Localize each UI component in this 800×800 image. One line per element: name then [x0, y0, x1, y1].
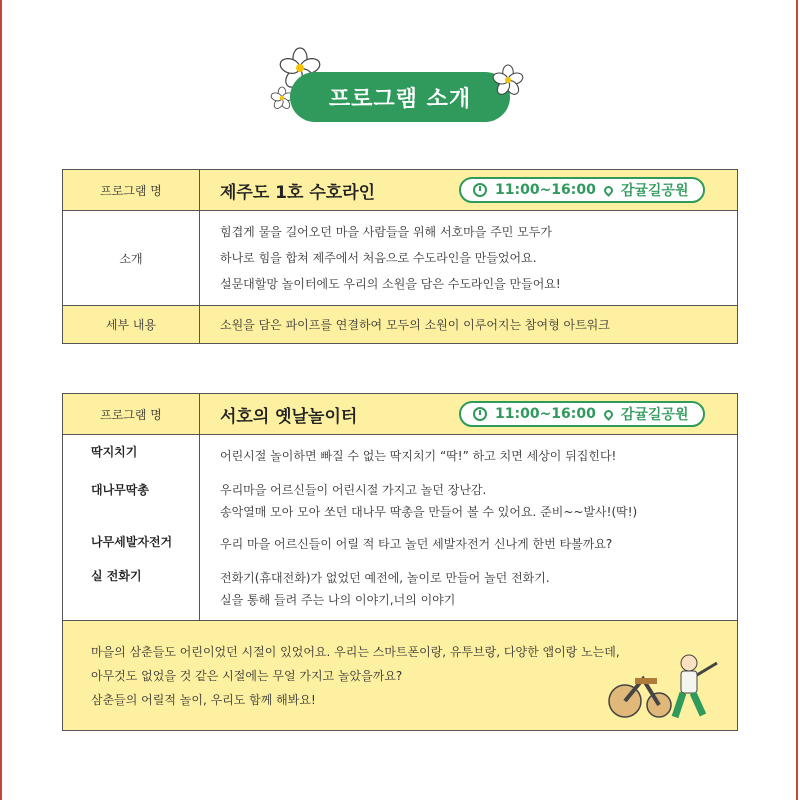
program2-name: 서호의 옛날놀이터: [220, 406, 358, 427]
child-wooden-bike-illustration: [597, 651, 727, 727]
game-name: 실 전화기: [91, 569, 142, 583]
program1-name-label: 프로그램 명: [63, 170, 200, 211]
program2-descriptions-cell: [200, 435, 738, 621]
program1-intro-cell: [200, 211, 738, 306]
program2-closing-cell: [63, 621, 738, 731]
program1-time: 11:00~16:00: [495, 182, 596, 198]
game-description: 송악열매 모아 모아 쏘던 대나무 딱총을 만들어 볼 수 있어요. 준비~~발사!(딱!): [220, 505, 638, 519]
program2-table: [62, 393, 738, 731]
game-name: 나무세발자전거: [91, 535, 173, 549]
program2-name-row: [200, 394, 738, 435]
program1-detail: 소원을 담은 파이프를 연결하여 모두의 소원이 이루어지는 참여형 아트워크: [220, 318, 610, 332]
game-description: 어린시절 놀이하면 빠질 수 없는 딱지치기 “딱!” 하고 치면 세상이 뒤집힌다!: [220, 449, 617, 463]
program1-intro-line: 하나로 힘을 합쳐 제주에서 처음으로 수도라인을 만들었어요.: [220, 251, 537, 265]
clock-icon: [473, 183, 487, 197]
frame-line-left: [0, 0, 2, 800]
program1-intro-line: 힘겹게 물을 길어오던 마을 사람들을 위해 서호마을 주민 모두가: [220, 225, 552, 239]
program1-intro-label: 소개: [63, 211, 200, 306]
game-description: 전화기(휴대전화)가 없었던 예전에, 놀이로 만들어 놀던 전화기.: [220, 571, 550, 585]
closing-line: 마을의 삼춘들도 어린이었던 시절이 있었어요. 우리는 스마트폰이랑, 유투브랑, 다양한 앱이랑 노는데,: [91, 644, 620, 659]
game-description: 우리마을 어르신들이 어린시절 가지고 놀던 장난감.: [220, 483, 487, 497]
page-title: 프로그램 소개: [290, 72, 510, 122]
game-name: 딱지치기: [91, 445, 138, 459]
program2-name-label: 프로그램 명: [63, 394, 200, 435]
game-description: 실을 통해 들려 주는 나의 이야기,너의 이야기: [220, 593, 456, 607]
location-pin-icon: [602, 184, 615, 197]
program1-table: [62, 169, 738, 344]
location-pin-icon: [602, 408, 615, 421]
closing-line: 삼춘들의 어릴적 놀이, 우리도 함께 해봐요!: [91, 692, 316, 707]
program1-name-row: [200, 170, 738, 211]
program1-name: 제주도 1호 수호라인: [220, 182, 376, 203]
clock-icon: [473, 407, 487, 421]
game-description: 우리 마을 어르신들이 어릴 적 타고 놀던 세발자전거 신나게 한번 타볼까요?: [220, 537, 613, 551]
game-name: 대나무딱총: [91, 483, 149, 497]
program1-detail-label: 세부 내용: [63, 306, 200, 344]
flower-decoration-right-icon: [490, 60, 530, 110]
program2-games-cell: [63, 435, 200, 621]
program2-place: 감귤길공원: [620, 407, 689, 423]
program2-time: 11:00~16:00: [495, 406, 596, 422]
closing-line: 아무것도 없었을 것 같은 시절에는 무얼 가지고 놀았을까요?: [91, 668, 403, 683]
program1-intro-line: 설문대할망 놀이터에도 우리의 소원을 담은 수도라인을 만들어요!: [220, 277, 561, 291]
program1-detail-cell: [200, 306, 738, 344]
child-water-pipe-illustration: [796, 205, 800, 305]
program1-time-place-badge: [459, 177, 705, 203]
program1-place: 감귤길공원: [620, 183, 689, 199]
program2-time-place-badge: [459, 401, 705, 427]
frame-line-right: [796, 0, 798, 800]
